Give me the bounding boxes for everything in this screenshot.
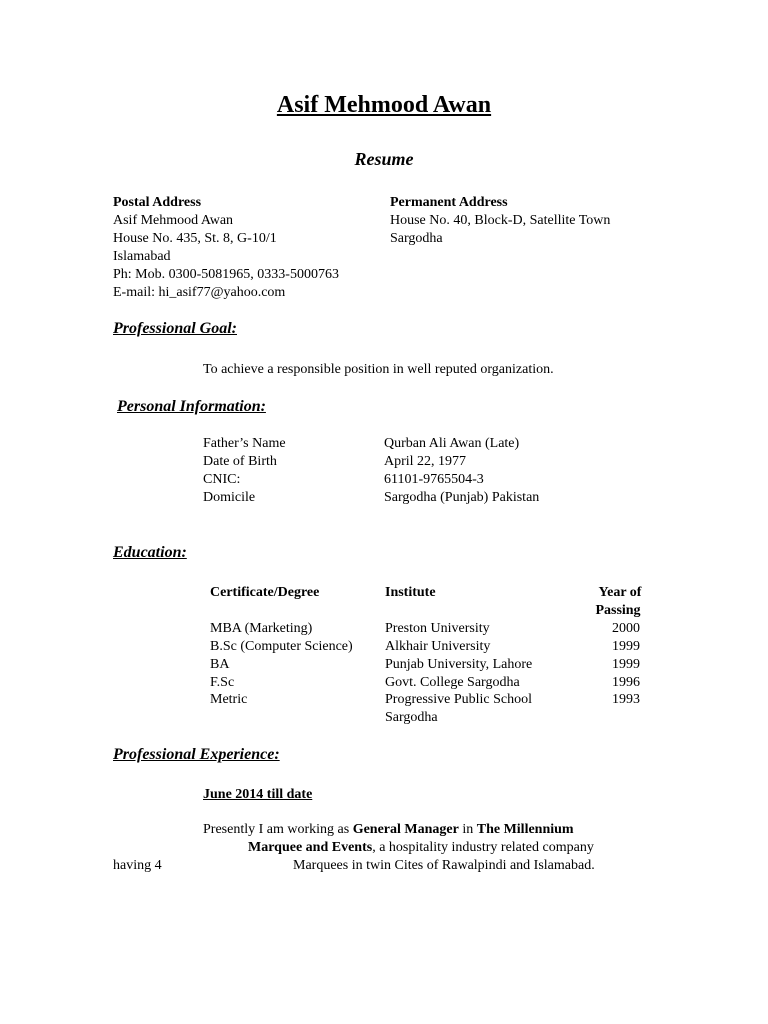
education-year: 1996 [612, 675, 640, 690]
postal-line: Islamabad [113, 249, 171, 264]
personal-label: Father’s Name [203, 436, 286, 451]
education-heading: Education: [113, 544, 187, 561]
postal-line: House No. 435, St. 8, G-10/1 [113, 231, 277, 246]
experience-line-3-left: having 4 [113, 858, 162, 873]
education-degree: BA [210, 657, 230, 672]
experience-text: Presently I am working as [203, 822, 353, 837]
education-year: 1999 [612, 639, 640, 654]
experience-company: Marquee and Events [248, 840, 373, 855]
education-institute: Govt. College Sargodha [385, 675, 520, 690]
education-col-year: Passing [595, 603, 641, 618]
permanent-line: House No. 40, Block-D, Satellite Town [390, 213, 611, 228]
personal-value: Sargodha (Punjab) Pakistan [384, 490, 540, 505]
education-institute-continued: Sargodha [385, 710, 438, 725]
permanent-address-heading: Permanent Address [390, 195, 508, 210]
education-institute: Progressive Public School [385, 692, 532, 707]
education-col-degree: Certificate/Degree [210, 585, 320, 600]
personal-label: CNIC: [203, 472, 241, 487]
education-institute: Alkhair University [385, 639, 491, 654]
experience-line-1 [203, 821, 574, 839]
education-degree: MBA (Marketing) [210, 621, 313, 636]
education-year: 1999 [612, 657, 640, 672]
education-col-year: Year of [598, 585, 642, 600]
professional-goal-heading: Professional Goal: [113, 320, 237, 337]
education-year: 1993 [612, 692, 640, 707]
personal-value: 61101-9765504-3 [384, 472, 484, 487]
experience-company: The Millennium [476, 822, 574, 837]
personal-label: Domicile [203, 490, 256, 505]
personal-information-heading: Personal Information: [117, 398, 266, 415]
postal-address-heading: Postal Address [113, 195, 202, 210]
education-col-institute: Institute [385, 585, 436, 600]
resume-name: Asif Mehmood Awan [276, 92, 492, 118]
experience-text: , a hospitality industry related company [372, 840, 594, 855]
education-institute: Preston University [385, 621, 490, 636]
education-year: 2000 [612, 621, 640, 636]
postal-line: E-mail: hi_asif77@yahoo.com [113, 285, 286, 300]
experience-line-2 [248, 839, 594, 857]
personal-label: Date of Birth [203, 454, 277, 469]
postal-line: Asif Mehmood Awan [113, 213, 234, 228]
personal-value: April 22, 1977 [384, 454, 467, 469]
permanent-line: Sargodha [390, 231, 443, 246]
experience-text: in [458, 822, 477, 837]
experience-job-title: General Manager [352, 822, 459, 837]
professional-goal-text: To achieve a responsible position in well reputed organization. [203, 362, 554, 377]
postal-line: Ph: Mob. 0300-5081965, 0333-5000763 [113, 267, 339, 282]
professional-experience-heading: Professional Experience: [113, 746, 280, 763]
education-degree: F.Sc [210, 675, 235, 690]
personal-value: Qurban Ali Awan (Late) [384, 436, 520, 451]
resume-subtitle: Resume [354, 149, 414, 169]
experience-period: June 2014 till date [203, 787, 313, 802]
education-degree: B.Sc (Computer Science) [210, 639, 353, 654]
education-institute: Punjab University, Lahore [385, 657, 533, 672]
experience-line-3-right: Marquees in twin Cites of Rawalpindi and Islamabad. [293, 858, 595, 873]
education-degree: Metric [210, 692, 248, 707]
